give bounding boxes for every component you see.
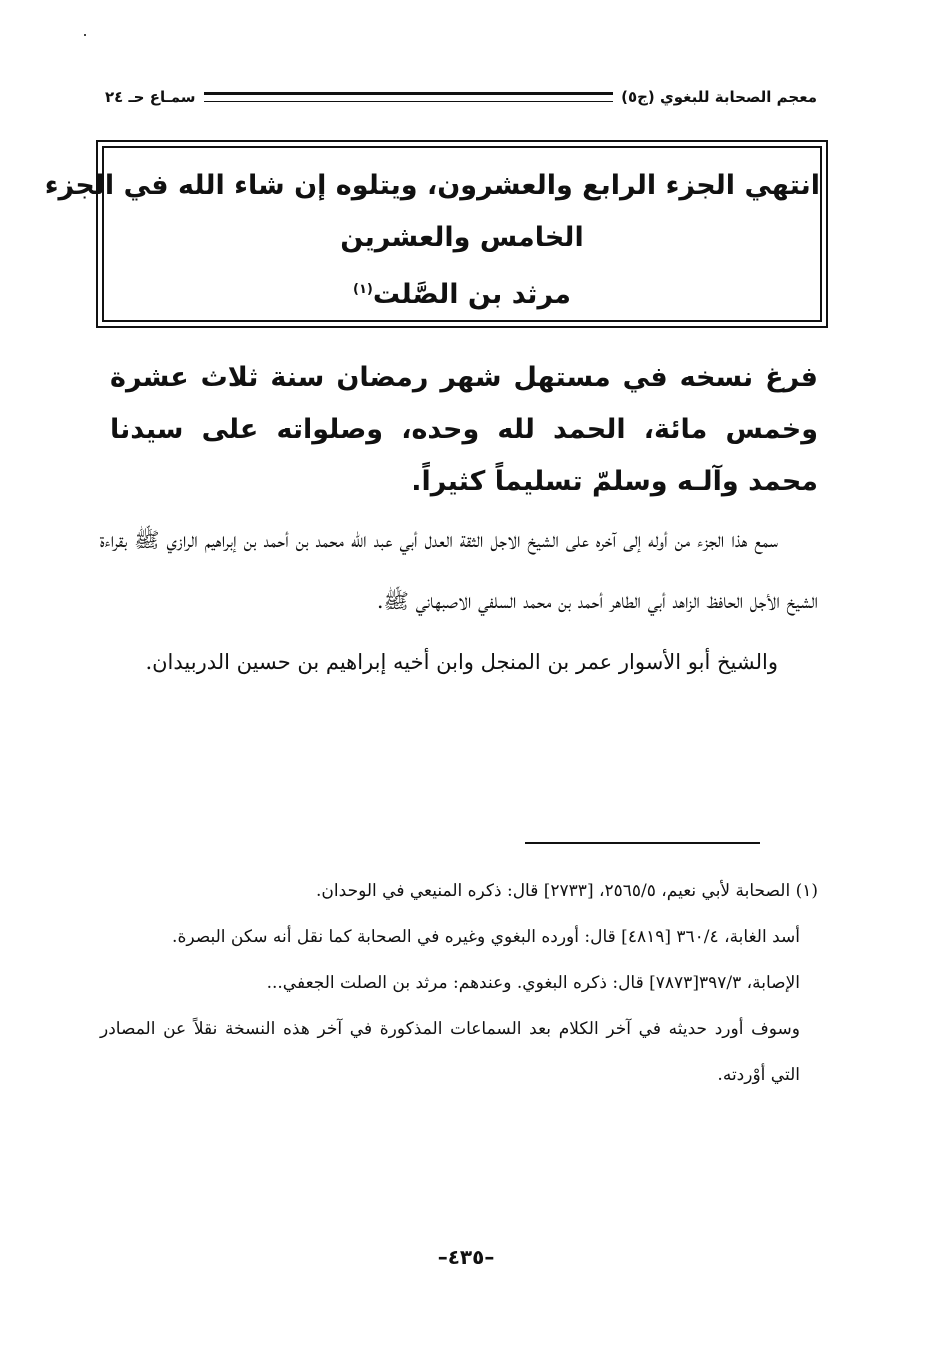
end-of-part-box xyxy=(44,146,822,322)
running-header xyxy=(105,82,817,112)
audition-paragraph-2: والشيخ أبو الأسوار عمر بن المنجل وابن أخيه إبراهيم بن حسين الدربيدان. xyxy=(145,650,778,674)
title-line-3-text: مرثد بن الصَّلت xyxy=(372,279,571,310)
footnotes xyxy=(100,868,818,1098)
title-line-1: انتهي الجزء الرابع والعشرون، ويتلوه إن شاء الله في الجزء xyxy=(44,170,820,201)
title-line-2: الخامس والعشرين xyxy=(340,222,584,253)
footnote-separator xyxy=(525,842,760,844)
page-number: –٤٣٥– xyxy=(437,1245,495,1269)
header-book-title: معجم الصحابة للبغوي (ج٥) xyxy=(621,88,817,106)
audition-record xyxy=(100,510,818,693)
audition-paragraph-1: سمع هذا الجزء من أوله إلى آخره على الشيخ الاجل الثقة العدل أبي عبد الله محمد بن أحمد بن إبراهيم الرازي ﷺ بقراءة الشيخ الأجل الحافظ الزاهد أبي الطاهر أحمد بن محمد السلفي الاصبهاني ﷺ. xyxy=(100,528,818,613)
footnote-marker[interactable]: (١) xyxy=(353,282,373,297)
footnote-1-source-2: أسد الغابة، ٣٦٠/٤ [٤٨١٩] قال: أورده البغوي وغيره في الصحابة كما نقل أنه سكن البصرة. xyxy=(172,927,800,947)
header-section-label: سمـاع حـ ٢٤ xyxy=(105,88,196,106)
footnote-1-note: وسوف أورد حديثه في آخر الكلام بعد السماعات المذكورة في آخر هذه النسخة نقلاً عن المصادر التي أوْردته. xyxy=(100,1019,800,1085)
colophon-paragraph: فرغ نسخه في مستهل شهر رمضان سنة ثلاث عشرة وخمس مائة، الحمد لله وحده، وصلواته على سيدنا محمد وآلـه وسلمّ تسليماً كثيراً. xyxy=(110,362,818,497)
scan-speck xyxy=(84,34,86,36)
title-line-3 xyxy=(104,264,820,321)
footnote-1: (١) الصحابة لأبي نعيم، ٢٥٦٥/٥، [٢٧٣٣] قال: ذكره المنيعي في الوحدان. xyxy=(316,881,818,901)
header-rule xyxy=(204,92,614,102)
footnote-1-source-3: الإصابة، ٣٩٧/٣[٧٨٧٣] قال: ذكره البغوي. وعندهم: مرثد بن الصلت الجعفي... xyxy=(266,973,800,993)
